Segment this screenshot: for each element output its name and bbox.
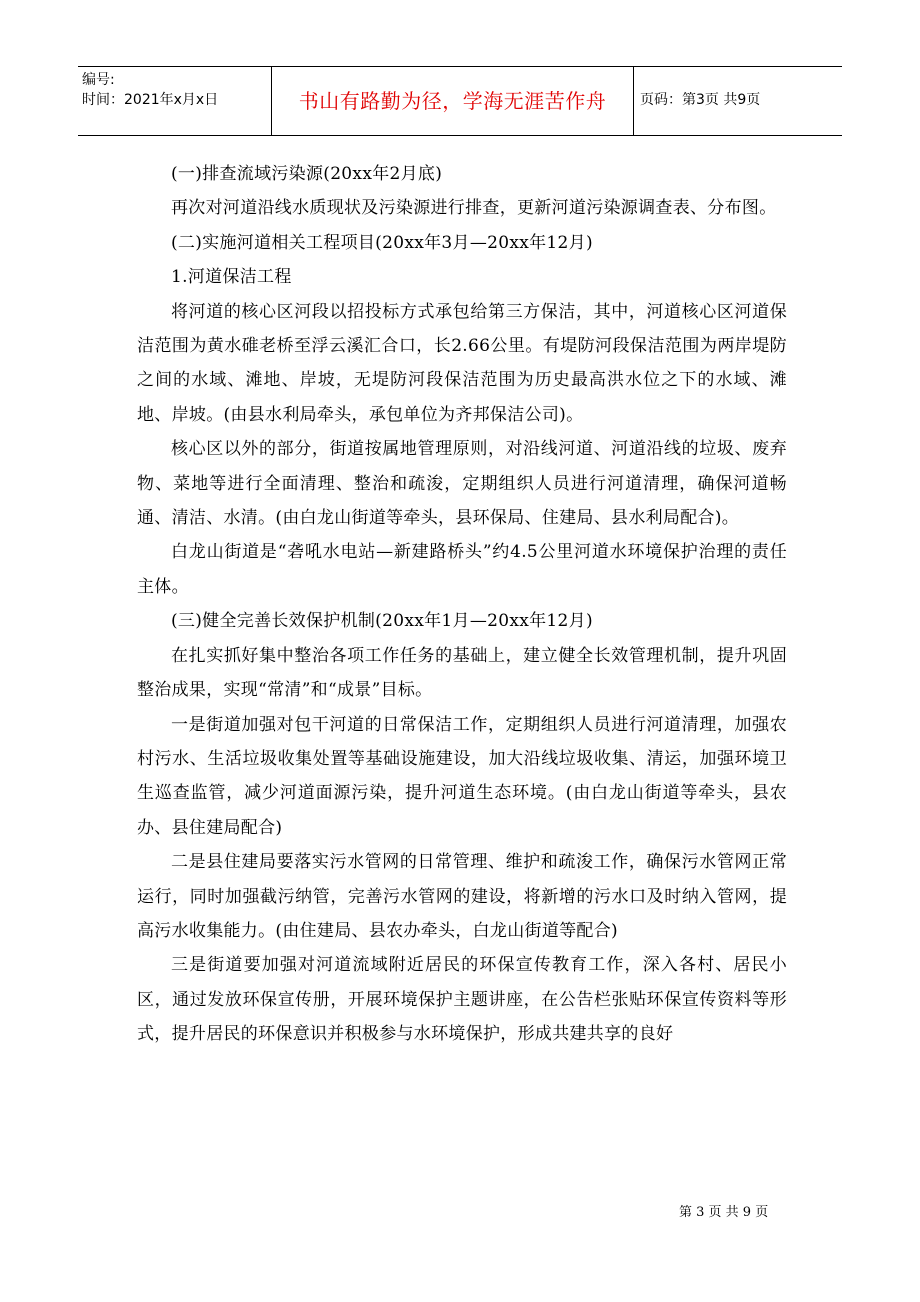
document-code-label: 编号: [82,72,115,88]
header-page-info: 页码：第3页 共9页 [640,92,761,108]
paragraph: 在扎实抓好集中整治各项工作任务的基础上，建立健全长效管理机制，提升巩固整治成果，实现“常清”和“成景”目标。 [137,645,787,701]
document-body [137,157,787,1052]
paragraph: 三是街道要加强对河道流域附近居民的环保宣传教育工作，深入各村、居民小区，通过发放环保宣传册，开展环境保护主题讲座，在公告栏张贴环保宣传资料等形式，提升居民的环保意识并积极参与水环境保护，形成共建共享的良好 [137,955,787,1045]
document-time-label: 时间：2021年x月x日 [82,92,219,108]
page-footer-number: 第 3 页 共 9 页 [679,1205,769,1220]
paragraph: 白龙山街道是“砻吼水电站—新建路桥头”约4.5公里河道水环境保护治理的责任主体。 [137,542,787,597]
paragraph: 核心区以外的部分，街道按属地管理原则，对沿线河道、河道沿线的垃圾、废弃物、菜地等进行全面清理、整治和疏浚，定期组织人员进行河道清理，确保河道畅通、清洁、水清。(由白龙山街道等牵头，县环保局、住建局、县水利局配合)。 [137,439,787,529]
section-heading-3: (三)健全完善长效保护机制(20xx年1月—20xx年12月) [171,611,593,632]
header-motto: 书山有路勤为径，学海无涯苦作舟 [272,67,634,135]
header-meta-cell [78,67,272,135]
section-heading-2: (二)实施河道相关工程项目(20xx年3月—20xx年12月) [171,232,593,253]
page-header [78,66,842,136]
section-heading-1: (一)排查流域污染源(20xx年2月底) [171,164,443,184]
paragraph: 将河道的核心区河段以招投标方式承包给第三方保洁，其中，河道核心区河道保洁范围为黄水碓老桥至浮云溪汇合口，长2.66公里。有堤防河段保洁范围为两岸堤防之间的水域、滩地、岸坡，无堤防河段保洁范围为历史最高洪水位之下的水域、滩地、岸坡。(由县水利局牵头，承包单位为齐邦保洁公司)。 [137,301,787,425]
subsection-heading: 1.河道保洁工程 [171,267,292,288]
paragraph: 一是街道加强对包干河道的日常保洁工作，定期组织人员进行河道清理，加强农村污水、生活垃圾收集处置等基础设施建设，加大沿线垃圾收集、清运，加强环境卫生巡查监管，减少河道面源污染，提升河道生态环境。(由白龙山街道等牵头，县农办、县住建局配合) [137,714,787,838]
paragraph: 再次对河道沿线水质现状及污染源进行排查，更新河道污染源调查表、分布图。 [171,198,777,219]
paragraph: 二是县住建局要落实污水管网的日常管理、维护和疏浚工作，确保污水管网正常运行，同时加强截污纳管，完善污水管网的建设，将新增的污水口及时纳入管网，提高污水收集能力。(由住建局、县农办牵头，白龙山街道等配合) [137,852,787,941]
